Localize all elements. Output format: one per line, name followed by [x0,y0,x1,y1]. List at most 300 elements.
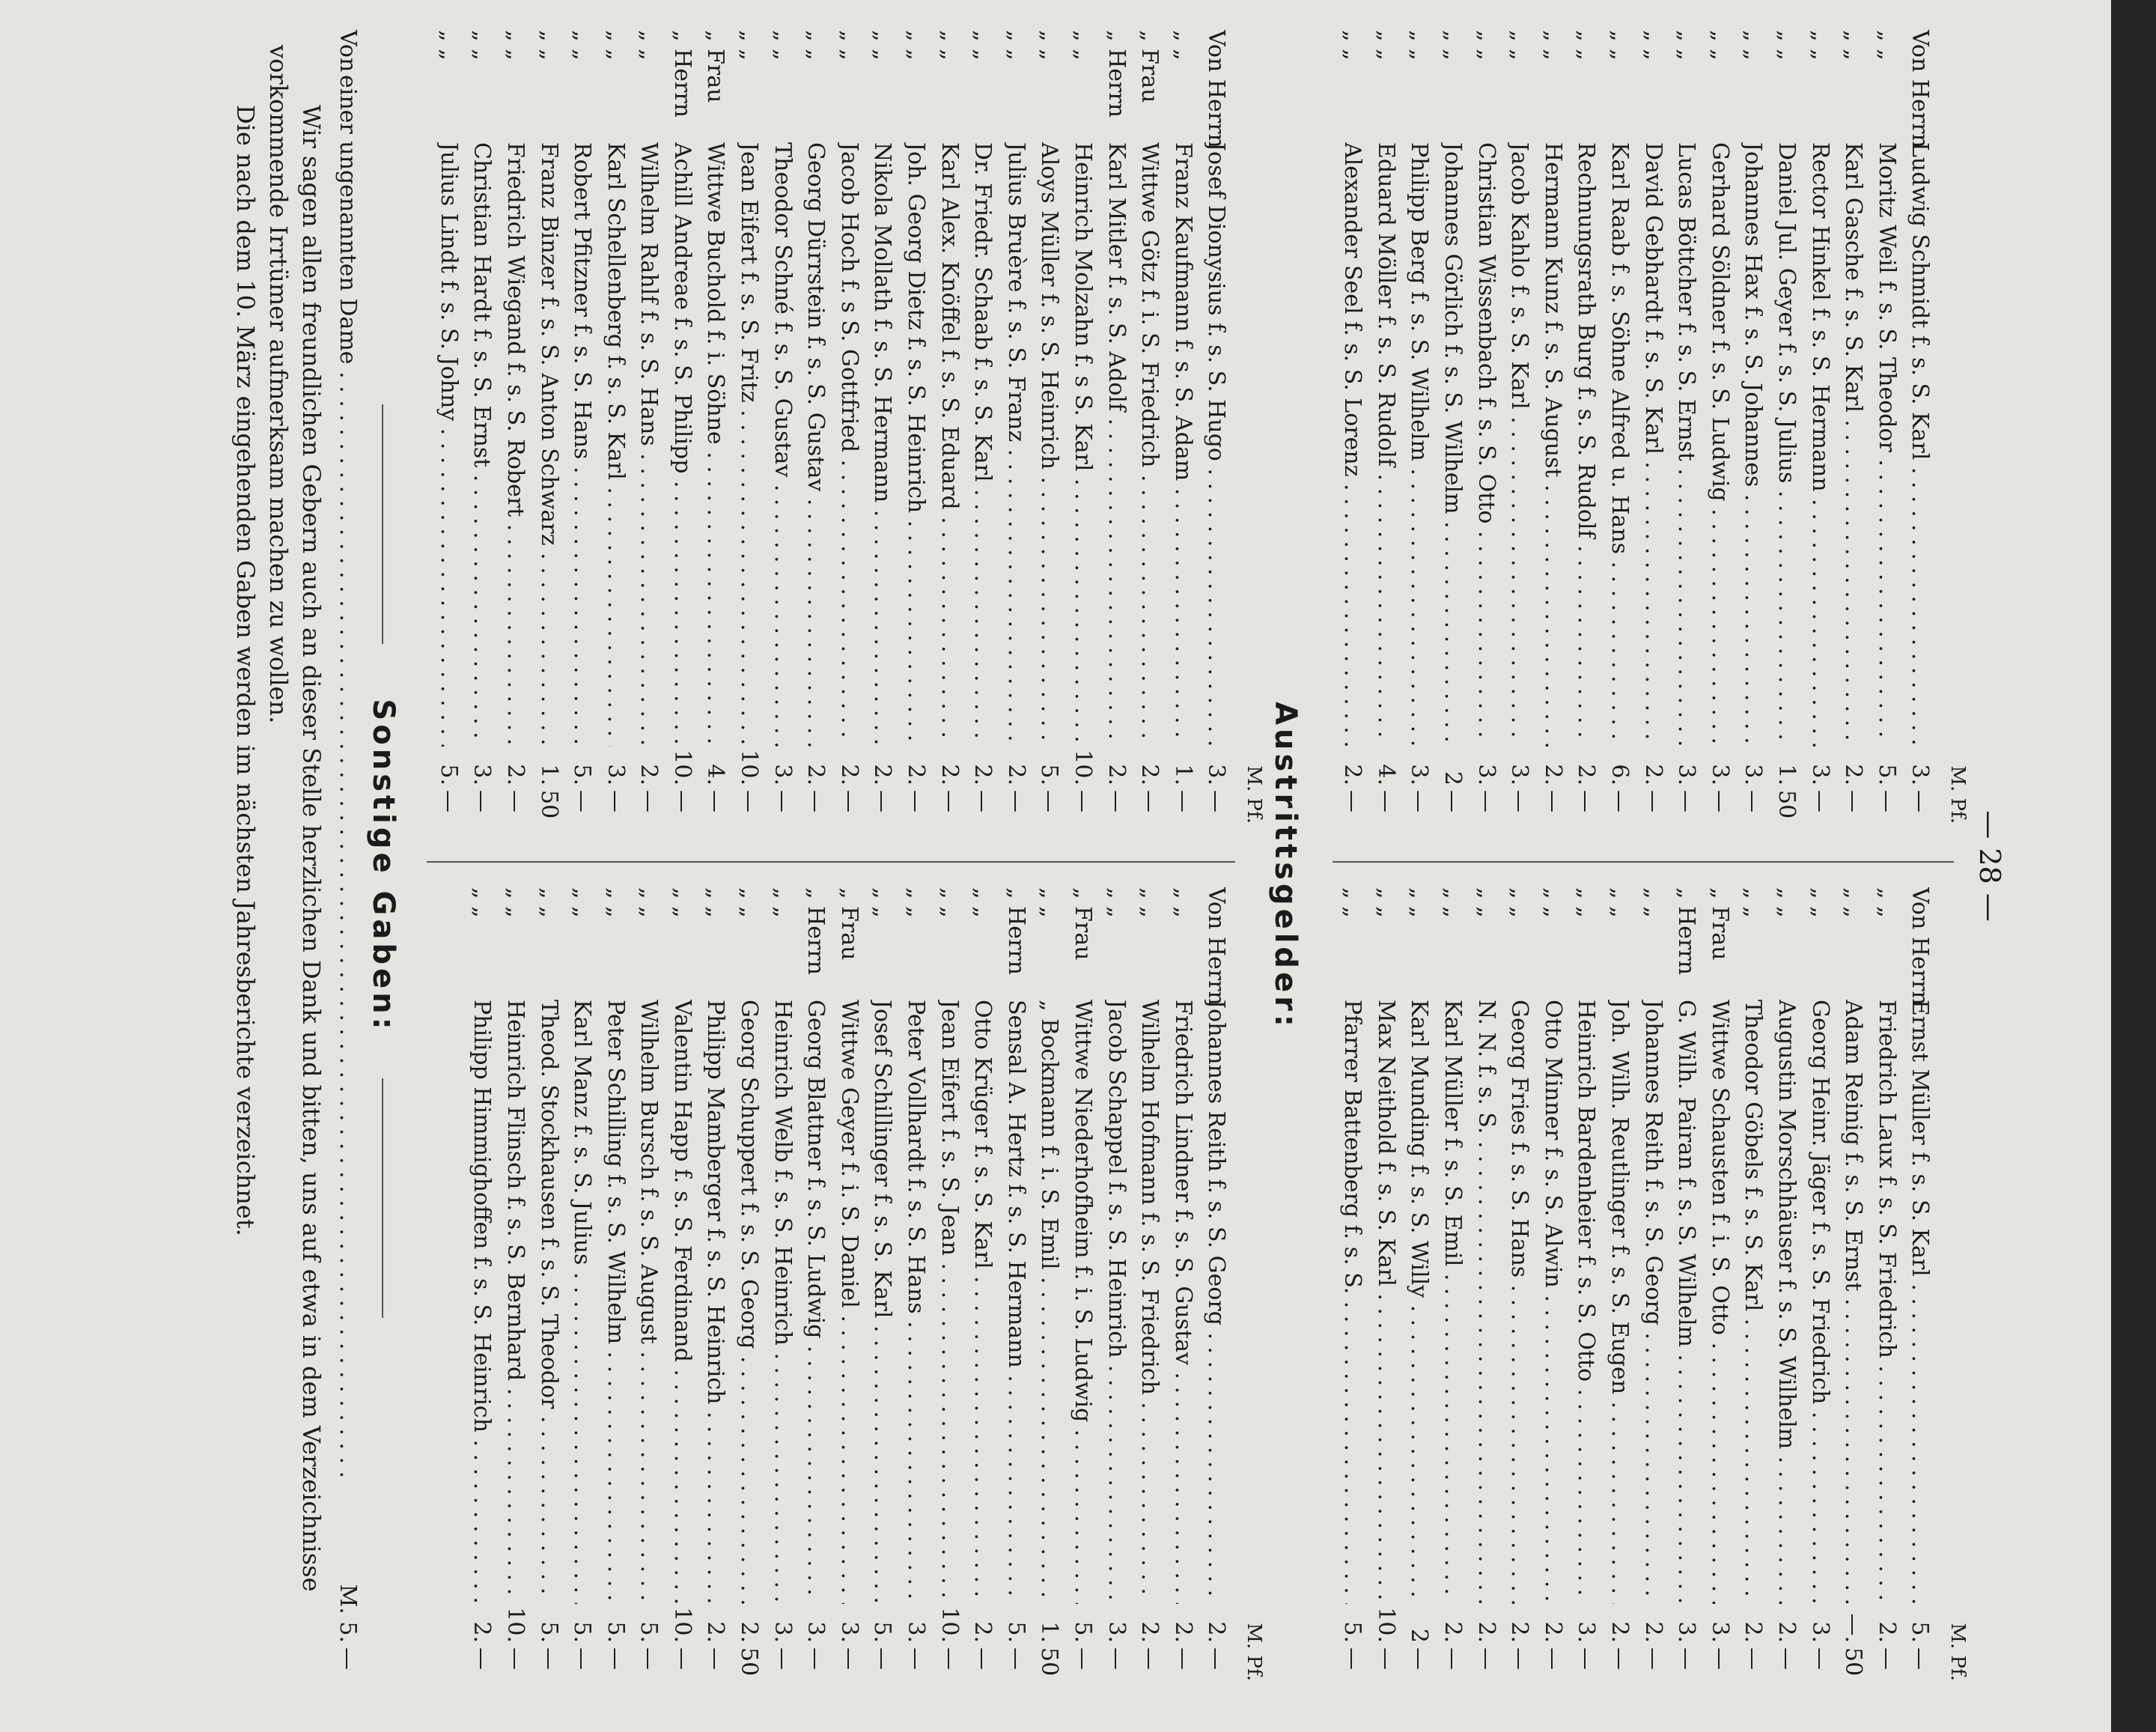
donor-name: Jacob Schappel f. s. S. Heinrich . . . [1102,1000,1131,1604]
donation-row [1068,30,1102,842]
amount-pfennig: — [1573,790,1600,812]
donation-row [1605,887,1639,1700]
donation-row [1102,30,1136,842]
donor-name: Franz Kaufmann f. s. S. Adam . . . [1169,142,1198,747]
donor-name: Moritz Weil f. s. S. Theodor . . . [1872,142,1901,747]
amount-pfennig: — [903,790,930,812]
donor-name: David Gebhardt f. s. S. Karl . . . [1639,142,1668,747]
donation-row [901,887,935,1700]
amount-mark: 2. [1136,1621,1163,1643]
donor-name: Heinrich Molzahn f. s S. Karl . . . [1068,142,1097,747]
donor-name: Valentin Happ f. s. S. Ferdinand . . . [668,1000,697,1604]
donation-row [1169,30,1202,842]
amount-mark: 5. [1907,1621,1934,1643]
amount-pfennig: — [1506,790,1533,812]
amount-pfennig: — [1607,790,1633,812]
donor-prefix: „ Frau [1706,887,1733,961]
donation-row [935,887,969,1700]
donation-row [1738,30,1772,842]
donor-name: Nikola Mollath f. s. S. Hermann . . . [868,142,897,747]
donor-prefix: „ „ [636,887,663,918]
donor-prefix: „ „ [1406,887,1433,918]
donor-name: Friedrich Lindner f. s. S. Gustav . . . [1169,1000,1198,1604]
donation-row [868,30,901,842]
amount-mark: 10. [1372,1607,1399,1643]
donor-prefix: „ „ [1036,30,1063,61]
amount-mark: 2. [1773,1621,1800,1643]
amount-pfennig: 50 [535,790,562,819]
donor-prefix: „ „ [1506,30,1533,61]
donor-name: Wittwe Schausten f. i. S. Otto . . . [1705,1000,1735,1604]
donor-name: Wilhelm Rahlf f. s. S. Hans . . . [634,142,663,747]
donation-row [1135,887,1169,1700]
donor-name: Augustin Morschhäuser f. s. S. Wilhelm . . . [1772,1000,1801,1604]
donation-row [1338,887,1371,1700]
donation-row [701,887,735,1700]
amount-mark: 2. [1506,1621,1533,1643]
section-title-austrittsgelder: Austrittsgelder: [1268,702,1303,1030]
donation-row [1371,887,1405,1700]
amount-pfennig: — [535,1647,562,1670]
donor-prefix: „ „ [1103,887,1130,918]
donor-prefix: „ „ [1406,30,1433,61]
donor-name: Pfarrer Battenberg f. s. S. . . . [1338,1000,1367,1604]
donation-row [868,887,901,1700]
amount-mark: 5. [535,1621,562,1643]
donor-name: Philipp Berg f. s. S. Wilhelm . . . [1405,142,1434,747]
donor-prefix: Von Herrn [1907,30,1934,148]
amount-mark: 5. [1873,764,1900,786]
donor-prefix: „ „ [502,887,529,918]
donation-row [1905,30,1939,842]
amount-mark: 10. [936,1607,963,1643]
donor-name: Gerhard Söldner f. s. S. Ludwig . . . [1705,142,1735,747]
donor-prefix: „ Herrn [1673,887,1700,975]
donation-row [1438,887,1472,1700]
amount-mark: 2. [1639,764,1666,786]
donation-row [1772,30,1806,842]
donor-prefix: „ „ [669,887,695,918]
donor-name: Dr. Friedr. Schaab f. s. S. Karl . . . [968,142,997,747]
amount-pfennig: — [835,790,862,812]
donor-prefix: „ Herrn [1103,30,1130,118]
donation-row [1639,887,1672,1700]
donation-row [1202,30,1235,842]
donor-name: Lucas Böttcher f. s. S. Ernst . . . [1672,142,1701,747]
donor-name: Eduard Möller f. s. S. Rudolf . . . [1371,142,1401,747]
amount-pfennig: 50 [1840,1647,1867,1677]
donor-prefix: „ „ [469,887,496,918]
donation-row [601,30,635,842]
donor-prefix: „ „ [1372,887,1399,918]
donation-row [1605,30,1639,842]
donor-name: Heinrich Welb f. s. S. Heinrich . . . [768,1000,797,1604]
amount-mark: 4. [1372,764,1399,786]
amount-mark: 2. [1573,764,1600,786]
donor-name: Ludwig Schmidt f. s. S. Karl . . . [1905,142,1934,747]
donation-row [634,30,668,842]
amount-mark: 1. [1169,764,1196,786]
donor-prefix: „ „ [1806,887,1833,918]
donor-prefix: „ „ [869,30,896,61]
donor-name: Otto Krüger f. s. S. Karl . . . [968,1000,997,1604]
column-divider-top [1333,861,1954,863]
donor-name: Hermann Kunz f. s. S. August . . . [1538,142,1568,747]
amount-pfennig: 50 [736,1647,763,1677]
donor-prefix: „ Frau [835,887,862,961]
amount-pfennig: — [569,790,596,812]
amount-pfennig: — [669,790,695,812]
amount-pfennig: — [1203,790,1230,812]
donor-name: Max Neithold f. s. S. Karl . . . [1371,1000,1401,1604]
amount-pfennig: — [1639,790,1666,812]
amount-mark: 2. [1169,1621,1196,1643]
amount-mark: 5. [569,764,596,786]
amount-pfennig: — [1002,790,1029,812]
donor-prefix: „ „ [1607,30,1633,61]
donor-name: Theodor Göbels f. s. S. Karl . . . [1738,1000,1767,1604]
donor-name: Wittwe Geyer f. i. S. Daniel . . . [835,1000,864,1604]
donor-name: Jean Eifert f. s. S. Fritz . . . [734,142,764,747]
donor-name: Jacob Hoch f. s S. Gottfried . . . [835,142,864,747]
donor-name: Heinrich Bardenheier f. s. S. Otto . . . [1571,1000,1601,1604]
donor-name: Johannes Görlich f. s. S. Wilhelm . . . [1438,142,1467,747]
donor-prefix: „ „ [1607,887,1633,918]
amount-pfennig: — [1036,790,1063,812]
donor-prefix: „ „ [1372,30,1399,61]
amount-mark: 2. [1539,764,1566,786]
amount-pfennig: — [702,790,729,812]
donor-name: „ Bockmann f. i. S. Emil . . . [1035,1000,1064,1604]
amount-pfennig: — [969,1647,996,1670]
donor-name: Friedrich Wiegand f. s. S. Robert . . . [501,142,530,747]
donor-prefix: Von [335,30,362,73]
column-divider-middle [427,861,1235,863]
column-header: M. Pf. [1946,1623,1969,1681]
donor-name: Johannes Reith f. s. S. Georg . . . [1639,1000,1668,1604]
amount-pfennig: — [1907,1647,1934,1670]
donor-prefix: „ „ [1539,887,1566,918]
donor-prefix: „ „ [1539,30,1566,61]
amount-mark: 2. [1539,1621,1566,1643]
donation-row [668,30,701,842]
amount-mark: 3. [769,1621,796,1643]
donor-name: Daniel Jul. Geyer f. s. S. Julius . . . [1772,142,1801,747]
donor-name: Franz Binzer f. s. S. Anton Schwarz . . . [535,142,564,747]
amount-pfennig: — [1539,790,1566,812]
amount-mark: 3. [1673,1621,1700,1643]
amount-pfennig: 50 [1036,1647,1063,1677]
donor-prefix: „ „ [1639,887,1666,918]
amount-pfennig: — [1406,790,1433,812]
donor-prefix: „ „ [1440,30,1467,61]
donor-prefix: „ „ [1339,887,1366,918]
amount-pfennig: — [1002,1647,1029,1670]
donation-row [1472,30,1505,842]
amount-pfennig: — [803,1647,829,1670]
donor-prefix: „ „ [969,30,996,61]
amount-pfennig: — [803,790,829,812]
amount-mark: 2. [702,1621,729,1643]
donation-row [1035,887,1068,1700]
amount-pfennig: — [1639,1647,1666,1670]
donor-name: Wittwe Götz f. i. S. Friedrich . . . [1135,142,1164,747]
donor-name: Rechnungsrath Burg f. s. S. Rudolf . . . [1571,142,1601,747]
amount-pfennig: — [1372,1647,1399,1670]
amount-pfennig: — [869,790,896,812]
donation-row [535,30,568,842]
donor-prefix: „ „ [1473,30,1499,61]
donor-name: Josef Schillinger f. s. S. Karl . . . [868,1000,897,1604]
amount-pfennig: — [1136,790,1163,812]
amount-pfennig: — [1169,1647,1196,1670]
donation-row [968,30,1002,842]
donation-row [333,30,367,1700]
amount-mark: 3. [1506,764,1533,786]
amount-mark: 3. [769,764,796,786]
amount-pfennig: — [1607,1647,1633,1670]
amount-mark: 5. [1070,1621,1097,1643]
donor-name: Theodor Schné f. s. S. Gustav . . . [768,142,797,747]
amount-mark: 2. [1740,1621,1767,1643]
donation-row [801,30,835,842]
amount-pfennig: — [469,790,496,812]
donation-row [1872,887,1906,1700]
amount-mark: 5. [1036,764,1063,786]
column-header: M. Pf. [1946,765,1969,824]
amount-mark: 10. [669,1607,695,1643]
donor-prefix: „ Herrn [803,887,829,975]
amount-mark: 3. [469,764,496,786]
amount-pfennig: — [469,1647,496,1670]
amount-pfennig: — [1506,1647,1533,1670]
amount-mark: 2. [1607,1621,1633,1643]
donor-prefix: Von Herrn [1907,887,1934,1006]
donation-row [1002,30,1035,842]
donor-prefix: „ „ [1740,887,1767,918]
amount-pfennig: — [1070,1647,1097,1670]
donation-row [1738,887,1772,1700]
amount-mark: 3. [1907,764,1934,786]
donor-list-top-left [1338,30,1969,842]
donor-prefix: „ „ [1773,30,1800,61]
donation-row [1169,887,1202,1700]
amount-pfennig: — [903,1647,930,1670]
amount-pfennig: — [1103,790,1130,812]
donation-row [801,887,835,1700]
donor-prefix: „ „ [969,887,996,918]
donation-row [1135,30,1169,842]
donor-name: Philipp Himmighoffen f. s. S. Heinrich . . . [467,1000,496,1604]
donation-row [1639,30,1672,842]
amount-pfennig: — [1806,790,1833,812]
amount-mark: 6. [1607,764,1633,786]
donor-name: Otto Minner f. s. S. Alwin . . . [1538,1000,1568,1604]
donor-prefix: „ „ [769,30,796,61]
amount-mark: 2. [1440,1621,1467,1643]
donation-row [567,887,601,1700]
donation-row [634,887,668,1700]
donor-name: Aloys Müller f. s. S. Heinrich . . . [1035,142,1064,747]
donor-name: Karl Gasche f. s. S. Karl . . . [1839,142,1868,747]
amount-mark: 3. [803,1621,829,1643]
donor-prefix: „ „ [569,887,596,918]
amount-mark: 2. [1873,1621,1900,1643]
amount-pfennig: — [1840,790,1867,812]
amount-mark: 3. [903,1621,930,1643]
amount-mark: 10. [669,750,695,786]
donation-row [535,887,568,1700]
donor-name: Georg Schuppert f. s. S. Georg . . . [734,1000,764,1604]
austritt-list-left [434,30,1265,842]
donor-name: Karl Alex. Knöffel f. s. S. Eduard . . . [935,142,964,747]
amount-pfennig: — [435,790,462,812]
amount-mark: 2. [903,764,930,786]
donor-name: Georg Dürrstein f. s. S. Gustav . . . [801,142,830,747]
amount-pfennig: — [1203,1647,1230,1670]
amount-pfennig: — [1406,1647,1433,1670]
amount-pfennig: — [636,1647,663,1670]
amount-pfennig: — [1673,1647,1700,1670]
donation-row [1538,30,1572,842]
donor-name: Karl Müller f. s. S. Emil . . . [1438,1000,1467,1604]
donor-prefix: „ „ [535,887,562,918]
amount-pfennig: — [1070,790,1097,812]
amount-pfennig: — [1440,790,1467,812]
amount-pfennig: — [769,1647,796,1670]
divider-right [382,1078,383,1318]
donor-prefix: „ „ [736,887,763,918]
donation-row [467,887,501,1700]
donation-row [701,30,735,842]
amount-mark: 2. [736,1621,763,1643]
rotated-page-content [231,0,2021,1732]
donor-prefix: „ „ [1840,887,1867,918]
donation-row [734,30,768,842]
amount-mark: 3. [1203,764,1230,786]
amount-pfennig: — [1907,790,1934,812]
donation-row [501,30,535,842]
donor-prefix: „ „ [1639,30,1666,61]
amount-pfennig: — [1706,1647,1733,1670]
donor-prefix: „ „ [903,30,930,61]
amount-mark: 2. [936,764,963,786]
donor-prefix: „ „ [769,887,796,918]
donor-prefix: „ „ [1169,887,1196,918]
amount-mark: 1. [535,764,562,786]
amount-pfennig: — [769,790,796,812]
donor-name: Wittwe Niederhofheim f. i. S. Ludwig . . . [1068,1000,1097,1604]
donor-name: Karl Mitler f. s. S. Adolf . . . [1102,142,1131,747]
donor-name: Julius Lindt f. s. S. Johny . . . [434,142,463,747]
amount-mark: 2. [469,1621,496,1643]
donation-row [1472,887,1505,1700]
donor-prefix: „ „ [1706,30,1733,61]
donor-name: Robert Pfitzner f. s. S. Hans . . . [567,142,597,747]
donation-row [1538,887,1572,1700]
donation-row [835,887,868,1700]
amount-mark: 2. [1136,764,1163,786]
donor-name: Theod. Stockhausen f. s. S. Theodor . . . [535,1000,564,1604]
donor-prefix: „ „ [903,887,930,918]
amount-pfennig: — [936,1647,963,1670]
donor-name: Johannes Reith f. s. S. Georg . . . [1202,1000,1231,1604]
donation-row [768,30,802,842]
amount-pfennig: — [602,1647,629,1670]
book-spine-shadow [2111,0,2156,1732]
donor-prefix: „ „ [1873,887,1900,918]
donor-prefix: Von Herrn [1203,30,1230,148]
amount-pfennig: — [1706,790,1733,812]
donor-name: Ernst Müller f. s. S. Karl . . . [1905,1000,1934,1604]
donor-prefix: „ „ [936,887,963,918]
amount-mark: 3. [1573,1621,1600,1643]
donor-prefix: „ „ [1440,887,1467,918]
donation-row [1806,30,1839,842]
donation-row [1002,887,1035,1700]
amount-pfennig: — [1473,1647,1499,1670]
donor-name: Joh. Wilh. Reutlinger f. s. S. Eugen . . . [1605,1000,1634,1604]
donation-row [668,887,701,1700]
donor-prefix: „ „ [936,30,963,61]
donor-name: N. N. f. s. S. . . . [1472,1000,1501,1604]
donor-prefix: „ „ [702,887,729,918]
donation-row [434,30,468,842]
donor-name: Joh. Georg Dietz f. s. S. Heinrich . . . [901,142,931,747]
amount-mark: 10. [1070,750,1097,786]
amount-mark: 4. [702,764,729,786]
amount-pfennig: — [835,1647,862,1670]
donor-name: Georg Fries f. s. S. Hans . . . [1505,1000,1534,1604]
amount-pfennig: — [1103,1647,1130,1670]
amount-pfennig: — [502,790,529,812]
donor-prefix: „ Frau [1136,30,1163,103]
donor-prefix: „ „ [869,887,896,918]
amount-mark: 2. [1002,764,1029,786]
donation-row [935,30,969,842]
donation-row [567,30,601,842]
donation-row [1102,887,1136,1700]
donation-row [1839,30,1872,842]
donor-prefix: „ „ [569,30,596,61]
donor-name: Georg Heinr. Jäger f. s. S. Friedrich . . . [1806,1000,1835,1604]
donor-name: Christian Hardt f. s. S. Ernst . . . [467,142,496,747]
amount-pfennig: — [736,790,763,812]
donor-prefix: „ „ [1070,30,1097,61]
column-header: M. Pf. [1243,1623,1265,1681]
donor-name: Julius Bruère f. s. S. Franz . . . [1002,142,1031,747]
donation-row [1705,887,1739,1700]
amount-mark: 5. [869,1621,896,1643]
donor-prefix: „ „ [1573,30,1600,61]
amount-mark: 3. [1706,764,1733,786]
donor-name: Wilhelm Hofmann f. s. S. Friedrich . . . [1135,1000,1164,1604]
amount-pfennig: — [1873,1647,1900,1670]
donor-prefix: „ „ [1573,887,1600,918]
donor-prefix: „ „ [469,30,496,61]
donation-row [1068,887,1102,1700]
donor-prefix: „ „ [1169,30,1196,61]
amount-mark: 2. [1639,1621,1666,1643]
amount-pfennig: — [1473,790,1499,812]
amount-pfennig: — [335,1647,362,1670]
donor-prefix: „ „ [636,30,663,61]
donor-name: Achill Andreae f. s. S. Philipp . . . [668,142,697,747]
amount-pfennig: — [1740,1647,1767,1670]
closing-paragraph-1: Wir sagen allen freundlichen Gebern auch an dieser Stelle herzlichen Dank und bitten, uns auf etwa in dem Verzeichnisse vorkommende Irrtümer aufmerksam machen zu wollen. [264,45,326,1592]
donor-prefix: „ „ [602,887,629,918]
amount-mark: 2. [969,764,996,786]
